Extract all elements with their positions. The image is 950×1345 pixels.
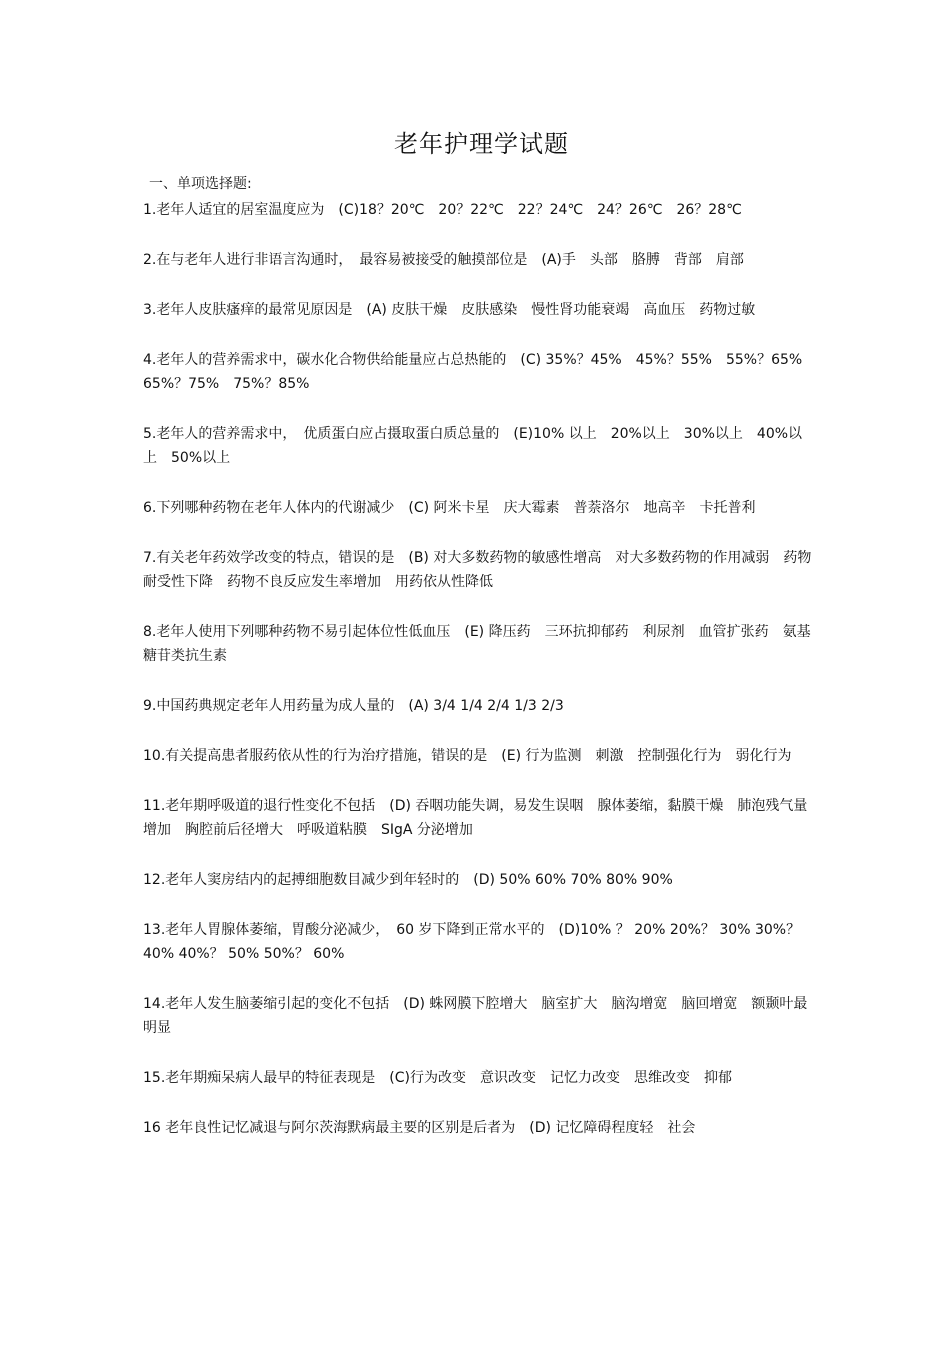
question-item: 1.老年人适宜的居室温度应为 (C)18？20℃ 20？22℃ 22？24℃ 24？26℃ 26？28℃: [143, 202, 742, 218]
question-item: 8.老年人使用下列哪种药物不易引起体位性低血压 (E) 降压药 三环抗抑郁药 利尿剂 血管扩张药 氨基糖苷类抗生素: [143, 624, 811, 664]
document-title: 老年护理学试题: [394, 130, 569, 158]
question-item: 6.下列哪种药物在老年人体内的代谢减少 (C) 阿米卡星 庆大霉素 普萘洛尔 地高辛 卡托普利: [143, 500, 756, 516]
question-item: 15.老年期痴呆病人最早的特征表现是 (C)行为改变 意识改变 记忆力改变 思维改变 抑郁: [143, 1070, 732, 1086]
question-item: 13.老年人胃腺体萎缩，胃酸分泌减少， 60 岁下降到正常水平的 (D)10% ？ 20% 20%？ 30% 30%？ 40% 40%？ 50% 50%？ 60%: [143, 922, 801, 962]
question-item: 14.老年人发生脑萎缩引起的变化不包括 (D) 蛛网膜下腔增大 脑室扩大 脑沟增宽 脑回增宽 额颞叶最明显: [143, 996, 808, 1036]
question-list: [143, 198, 817, 1166]
section-heading: 一、单项选择题:: [149, 176, 252, 192]
question-item: 4.老年人的营养需求中，碳水化合物供给能量应占总热能的 (C) 35%？45% 45%？55% 55%？65% 65%？75% 75%？85%: [143, 352, 817, 392]
question-item: 5.老年人的营养需求中， 优质蛋白应占摄取蛋白质总量的 (E)10% 以上 20%以上 30%以上 40%以上 50%以上: [143, 426, 803, 466]
question-item: 3.老年人皮肤瘙痒的最常见原因是 (A) 皮肤干燥 皮肤感染 慢性肾功能衰竭 高血压 药物过敏: [143, 302, 756, 318]
question-item: 16 老年良性记忆减退与阿尔茨海默病最主要的区别是后者为 (D) 记忆障碍程度轻 社会: [143, 1120, 696, 1136]
question-item: 2.在与老年人进行非语言沟通时， 最容易被接受的触摸部位是 (A)手 头部 胳膊 背部 肩部: [143, 252, 744, 268]
question-item: 11.老年期呼吸道的退行性变化不包括 (D) 吞咽功能失调，易发生误咽 腺体萎缩，黏膜干燥 肺泡残气量增加 胸腔前后径增大 呼吸道粘膜 SIgA 分泌增加: [143, 798, 808, 838]
question-item: 7.有关老年药效学改变的特点，错误的是 (B) 对大多数药物的敏感性增高 对大多数药物的作用减弱 药物耐受性下降 药物不良反应发生率增加 用药依从性降低: [143, 550, 812, 590]
question-item: 10.有关提高患者服药依从性的行为治疗措施，错误的是 (E) 行为监测 刺激 控制强化行为 弱化行为: [143, 748, 792, 764]
question-item: 12.老年人窦房结内的起搏细胞数目减少到年轻时的 (D) 50% 60% 70% 80% 90%: [143, 872, 673, 888]
question-item: 9.中国药典规定老年人用药量为成人量的 (A) 3/4 1/4 2/4 1/3 2/3: [143, 698, 564, 714]
